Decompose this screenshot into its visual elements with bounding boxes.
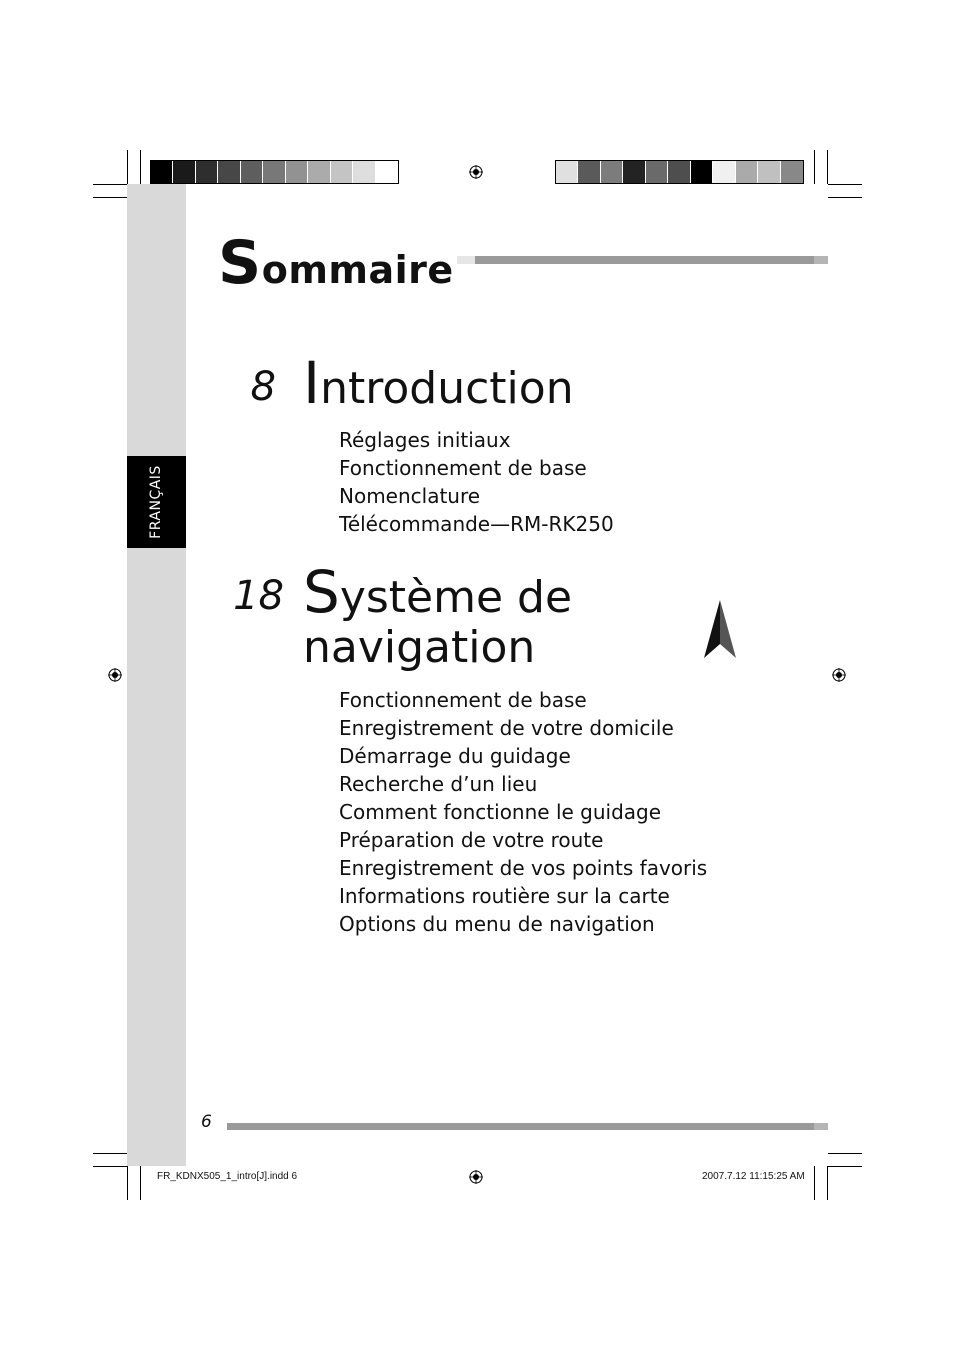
colorbar-swatch [353, 161, 375, 183]
colorbar-swatch [601, 161, 623, 183]
section-item-list [339, 426, 614, 538]
crop-mark [828, 197, 862, 198]
section-title-rest: ystème de [339, 572, 573, 623]
crop-mark [814, 150, 815, 184]
page-title [218, 228, 454, 298]
colorbar-swatch [196, 161, 218, 183]
colorbar-swatch [556, 161, 578, 183]
list-item: Informations routière sur la carte [339, 884, 670, 908]
section-title-initial: S [303, 558, 340, 626]
title-rule [457, 256, 828, 264]
registration-target-icon [469, 1170, 483, 1184]
colorbar-swatch [713, 161, 735, 183]
section-item-list [339, 686, 707, 938]
page-number: 6 [201, 1112, 212, 1132]
crop-mark [93, 1153, 127, 1154]
colorbar-swatch [691, 161, 713, 183]
page-title-initial: S [218, 228, 262, 298]
crop-mark [814, 1166, 815, 1200]
list-item: Comment fonctionne le guidage [339, 800, 662, 824]
crop-mark [828, 1166, 862, 1167]
crop-mark [140, 150, 141, 184]
crop-mark [93, 197, 127, 198]
colorbar-swatch [668, 161, 690, 183]
crop-mark [93, 184, 127, 185]
list-item: Démarrage du guidage [339, 744, 571, 768]
list-item: Enregistrement de votre domicile [339, 716, 674, 740]
crop-mark [828, 1153, 862, 1154]
registration-target-icon [108, 668, 122, 682]
list-item: Nomenclature [339, 484, 481, 508]
list-item: Préparation de votre route [339, 828, 604, 852]
crop-mark [93, 1166, 127, 1167]
list-item: Enregistrement de vos points favoris [339, 856, 708, 880]
language-tab-label: FRANÇAIS [148, 465, 164, 539]
list-item: Réglages initiaux [339, 428, 511, 452]
crop-mark [140, 1166, 141, 1200]
list-item: Fonctionnement de base [339, 456, 587, 480]
section-page-number: 8 [250, 364, 276, 410]
section-title [303, 349, 574, 417]
crop-mark [827, 150, 828, 184]
crop-mark [127, 1166, 128, 1200]
registration-target-icon [469, 165, 483, 179]
list-item: Options du menu de navigation [339, 912, 655, 936]
list-item: Fonctionnement de base [339, 688, 587, 712]
side-band [127, 184, 186, 1166]
page-title-rest: ommaire [261, 248, 454, 292]
footer-rule [227, 1123, 828, 1130]
colorbar-swatch [308, 161, 330, 183]
section-title-line2: navigation [303, 622, 536, 673]
crop-mark [828, 184, 862, 185]
colorbar-swatch [623, 161, 645, 183]
section-title-initial: I [303, 349, 321, 417]
colorbar-swatch [646, 161, 668, 183]
list-item: Recherche d’un lieu [339, 772, 538, 796]
colorbar-swatch [151, 161, 173, 183]
colorbar-swatch [263, 161, 285, 183]
colorbar-swatch [781, 161, 803, 183]
colorbar-swatch [578, 161, 600, 183]
section-title-rest: ntroduction [320, 363, 574, 414]
grayscale-colorbar-right [555, 160, 804, 184]
colorbar-swatch [173, 161, 195, 183]
colorbar-swatch [286, 161, 308, 183]
colorbar-swatch [376, 161, 398, 183]
section-title [303, 558, 573, 673]
registration-target-icon [832, 668, 846, 682]
slug-timestamp: 2007.7.12 11:15:25 AM [702, 1171, 805, 1182]
list-item: Télécommande—RM-RK250 [339, 512, 614, 536]
section-page-number: 18 [233, 573, 284, 619]
navigation-arrow-icon [702, 600, 738, 660]
crop-mark [127, 150, 128, 184]
colorbar-swatch [736, 161, 758, 183]
colorbar-swatch [758, 161, 780, 183]
colorbar-swatch [241, 161, 263, 183]
colorbar-swatch [331, 161, 353, 183]
crop-mark [827, 1166, 828, 1200]
colorbar-swatch [218, 161, 240, 183]
slug-filename: FR_KDNX505_1_intro[J].indd 6 [157, 1171, 298, 1182]
grayscale-colorbar-left [150, 160, 399, 184]
